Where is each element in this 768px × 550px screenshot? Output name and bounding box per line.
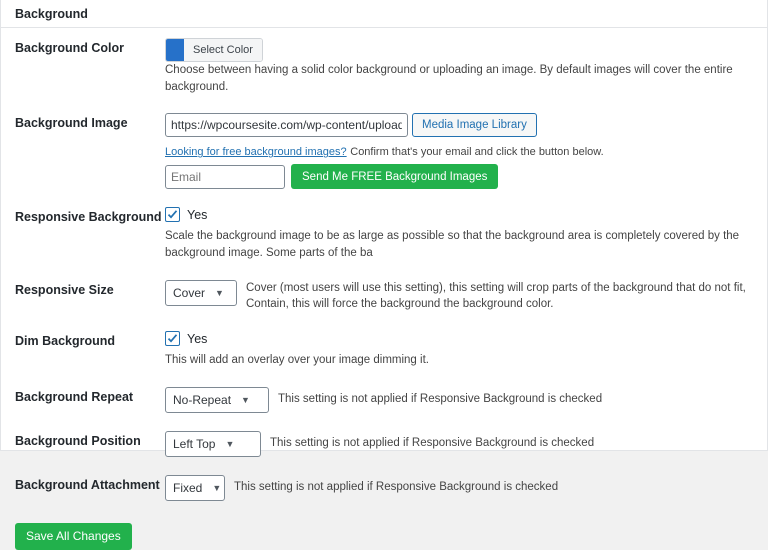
- background-attachment-description: This setting is not applied if Responsive Background is checked: [234, 481, 559, 494]
- dim-background-description: This will add an overlay over your image dimming it.: [165, 354, 429, 367]
- row-responsive-background: [1, 207, 767, 261]
- free-background-images-link[interactable]: Looking for free background images?: [165, 146, 347, 159]
- select-color-toggle[interactable]: [165, 38, 263, 62]
- background-position-value: Left Top: [173, 436, 216, 451]
- responsive-size-description: Cover (most users will use this setting), this setting will crop parts of the background that do not fit, Contain, this will force the background the background color.: [246, 281, 746, 311]
- chevron-down-icon: ▼: [225, 438, 235, 449]
- settings-rows: [1, 28, 767, 550]
- chevron-down-icon: ▼: [215, 287, 224, 298]
- background-repeat-select[interactable]: [165, 387, 269, 413]
- select-color-label: Select Color: [184, 39, 262, 61]
- panel-header: [1, 0, 767, 28]
- free-background-note: Confirm that's your email and click the button below.: [350, 146, 604, 159]
- page-title: Background: [15, 6, 88, 21]
- check-icon: [167, 209, 178, 220]
- send-free-images-button[interactable]: Send Me FREE Background Images: [291, 164, 498, 189]
- background-position-description: This setting is not applied if Responsive Background is checked: [270, 437, 595, 450]
- email-field[interactable]: [165, 165, 285, 189]
- footer-actions: [1, 519, 767, 550]
- label-responsive-background: Responsive Background: [15, 210, 162, 225]
- label-responsive-size: Responsive Size: [15, 282, 114, 297]
- row-responsive-size: [1, 280, 767, 313]
- save-all-changes-button[interactable]: Save All Changes: [15, 523, 132, 550]
- row-background-color: [1, 38, 767, 95]
- responsive-background-checkbox[interactable]: [165, 207, 180, 222]
- row-background-attachment: [1, 475, 767, 501]
- label-background-attachment: Background Attachment: [15, 477, 160, 492]
- label-background-color: Background Color: [15, 41, 125, 55]
- dim-background-checkbox[interactable]: [165, 331, 180, 346]
- color-swatch: [166, 39, 184, 61]
- responsive-background-checkbox-label: Yes: [187, 207, 208, 222]
- responsive-size-value: Cover: [173, 285, 206, 300]
- label-background-image: Background Image: [15, 116, 128, 131]
- row-background-image: [1, 113, 767, 189]
- background-repeat-description: This setting is not applied if Responsive Background is checked: [278, 393, 603, 406]
- chevron-down-icon: ▼: [241, 394, 250, 405]
- responsive-size-select[interactable]: [165, 280, 237, 306]
- label-background-repeat: Background Repeat: [15, 389, 134, 404]
- background-attachment-select[interactable]: [165, 475, 225, 501]
- background-image-url-input[interactable]: [165, 113, 408, 137]
- background-color-description: Choose between having a solid color background or uploading an image. By default images will cover the entire background.: [165, 64, 733, 93]
- label-dim-background: Dim Background: [15, 334, 116, 349]
- background-attachment-value: Fixed: [173, 480, 203, 495]
- background-position-select[interactable]: [165, 431, 261, 457]
- row-background-repeat: [1, 387, 767, 413]
- check-icon: [167, 333, 178, 344]
- media-image-library-button[interactable]: Media Image Library: [412, 113, 537, 137]
- label-background-position: Background Position: [15, 433, 141, 448]
- row-background-position: [1, 431, 767, 457]
- chevron-down-icon: ▼: [212, 482, 222, 493]
- dim-background-checkbox-label: Yes: [187, 331, 208, 346]
- background-repeat-value: No-Repeat: [173, 392, 232, 407]
- row-dim-background: [1, 331, 767, 369]
- responsive-background-description: Scale the background image to be as large as possible so that the background area is completely covered by the background image. Some parts of the ba: [165, 230, 740, 260]
